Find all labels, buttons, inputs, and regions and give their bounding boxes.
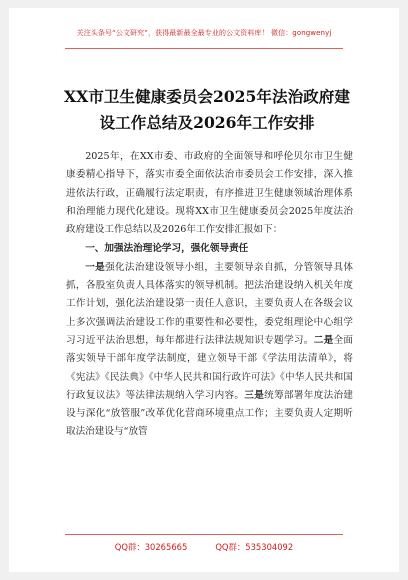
lead-marker: 一是 bbox=[85, 261, 106, 273]
qq-group-2: QQ群：535304092 bbox=[215, 542, 294, 552]
document-page bbox=[9, 8, 399, 572]
lead-marker: 二是 bbox=[313, 334, 334, 346]
paragraph-text: 全面落实领导干部年度学法制度，建立领导干部《学法用法清单》，将《宪法》《民法典》《中华人民共和国行政许可法》《中华人民共和国行政复议法》等法律法规纳入学习内容。 bbox=[66, 334, 354, 401]
section-heading: 一、加强法治理论学习，强化领导责任 bbox=[85, 243, 249, 255]
header-note: 关注头条号“公文研究”，获得最新最全最专业的公文资料库！ 微信：gongwenyj bbox=[76, 29, 332, 37]
header-divider bbox=[65, 48, 343, 49]
paragraph-text: 强化法治建设领导小组，主要领导亲自抓，分管领导具体抓，各股室负责人具体落实的领导机制。把法治建设纳入机关年度工作计划，强化法治建设第一责任人意识，主要负责人在各级会议上多次强调法治建设工作的重要性和必要性，委党组理论中心组学习习近平法治思想，每年都进行法律法规知识专题学习。 bbox=[66, 261, 354, 346]
qq-group-1: QQ群：30265665 bbox=[114, 542, 188, 552]
paragraph-text: 统筹部署年度法治建设与深化“放管服”改革优化营商环境重点工作；主要负责人定期听取法治建设与“放管 bbox=[66, 389, 354, 438]
body-paragraph bbox=[66, 259, 353, 442]
lead-marker: 三是 bbox=[244, 389, 265, 401]
footer-divider bbox=[65, 534, 343, 535]
intro-paragraph: 2025年，在XX市委、市政府的全面领导和呼伦贝尔市卫生健康委精心指导下，落实市委全面依法治市委员会工作安排，深入推进依法行政，正确履行法定职责，有序推进卫生健康领域治理体系和治理能力现代化建设。现将XX市卫生健康委员会2025年度法治政府建设工作总结以及2026年工作安排汇报如下： bbox=[66, 151, 353, 236]
footer bbox=[9, 541, 399, 553]
document-title: XX市卫生健康委员会2025年法治政府建设工作总结及2026年工作安排 bbox=[64, 87, 350, 132]
document-body bbox=[66, 148, 353, 442]
